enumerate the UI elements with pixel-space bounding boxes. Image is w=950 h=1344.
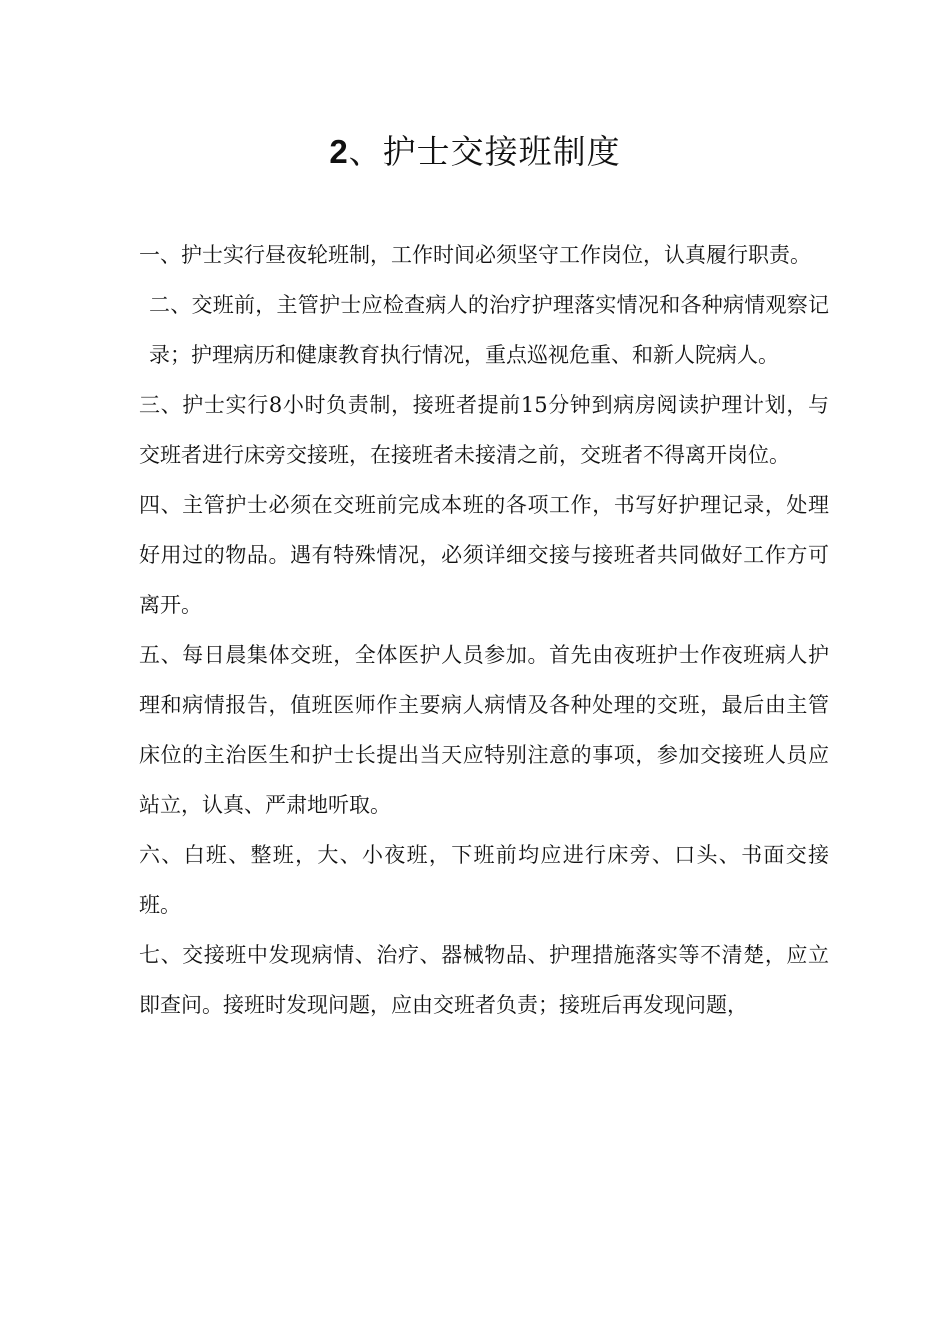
- document-body: [139, 230, 829, 1030]
- paragraph-3: 三、护士实行8小时负责制，接班者提前15分钟到病房阅读护理计划，与交班者进行床旁交接班，在接班者未接清之前，交班者不得离开岗位。: [139, 393, 829, 467]
- paragraph-2: 二、交班前，主管护士应检查病人的治疗护理落实情况和各种病情观察记录；护理病历和健康教育执行情况，重点巡视危重、和新人院病人。: [149, 293, 829, 367]
- title-number: 2: [329, 133, 349, 170]
- title-text: 、护士交接班制度: [348, 132, 621, 171]
- document-title: [0, 128, 950, 176]
- paragraph-5: 五、每日晨集体交班，全体医护人员参加。首先由夜班护士作夜班病人护理和病情报告，值班医师作主要病人病情及各种处理的交班，最后由主管床位的主治医生和护士长提出当天应特别注意的事项，参加交接班人员应站立，认真、严肃地听取。: [139, 643, 829, 817]
- paragraph-7: 七、交接班中发现病情、治疗、器械物品、护理措施落实等不清楚，应立即查问。接班时发现问题，应由交班者负责；接班后再发现问题，: [139, 943, 829, 1017]
- paragraph-4: 四、主管护士必须在交班前完成本班的各项工作，书写好护理记录，处理好用过的物品。遇有特殊情况，必须详细交接与接班者共同做好工作方可离开。: [139, 493, 829, 617]
- paragraph-1: 一、护士实行昼夜轮班制，工作时间必须坚守工作岗位，认真履行职责。: [139, 243, 811, 267]
- paragraph-6: 六、白班、整班，大、小夜班，下班前均应进行床旁、口头、书面交接班。: [139, 843, 829, 917]
